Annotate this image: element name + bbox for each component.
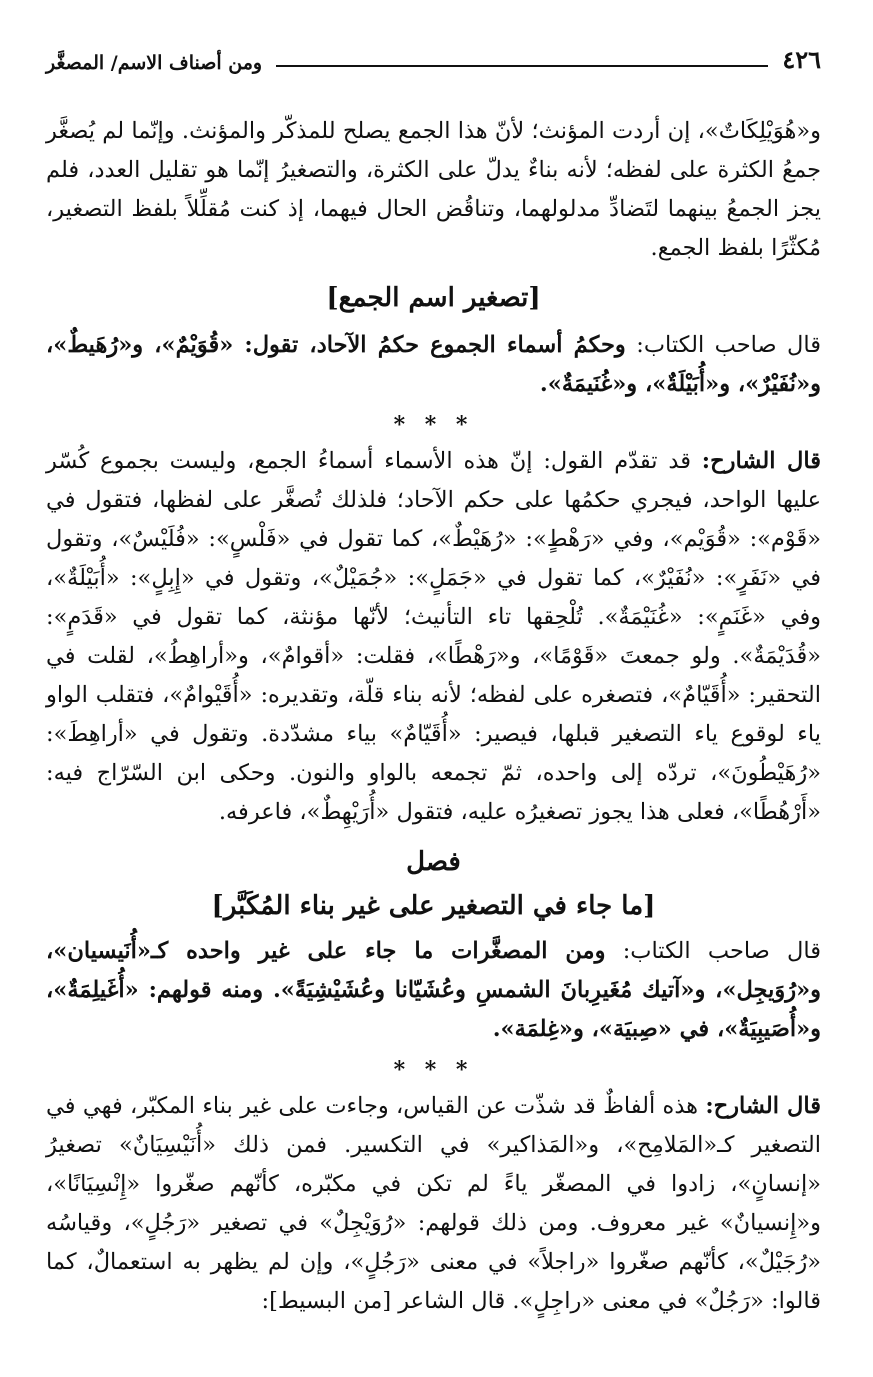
sharih-lead-1: قال الشارح:: [701, 448, 821, 474]
kitab-text-1: وحكمُ أسماء الجموع حكمُ الآحاد، تقول: «قُوَيْمٌ»، و«رُهَيطٌ»، و«نُفَيْرٌ»، و«أُبَيْلَةٌ»، و«غُنَيمَةٌ».: [46, 332, 821, 397]
kitab-lead-2: قال صاحب الكتاب:: [622, 938, 822, 964]
sharih-lead-2: قال الشارح:: [705, 1093, 821, 1119]
page-number: ٤٢٦: [782, 45, 821, 74]
running-head: [46, 40, 821, 74]
sharih-text-2: هذه ألفاظٌ قد شذّت عن القياس، وجاءت على غير بناء المكبّر، فهي في التصغير كـ«المَلامِح»، و«المَذاكير» في التكسير. فمن ذلك «أُنَيْسِيَانٌ» تصغيرُ «إنسانٍ»، زادوا في المصغّر ياءً لم تكن في مكبّره، كأنّهم صغّروا «إِنْسِيَانًا»، و«إِنسيانٌ» غير معروف. ومن ذلك قولهم: «رُوَيْجِلٌ» في تصغير «رَجُلٍ»، وقياسُه «رُجَيْلٌ»، كأنّهم صغّروا «راجلاً» في معنى «رَجُلٍ»، وإن لم يظهر به استعمالٌ، كما قالوا: «رَجُلٌ» في معنى «راجِلٍ». قال الشاعر [من البسيط]:: [46, 1093, 821, 1314]
running-title: ومن أصناف الاسم/ المصغَّر: [46, 52, 263, 74]
kitab-paragraph-1: [46, 326, 821, 404]
sharih-text-1: قد تقدّم القول: إنّ هذه الأسماء أسماءُ الجمع، وليست بجموع كُسّر عليها الواحد، فيجري حكمُها على حكم الآحاد؛ فلذلك تُصغَّر على لفظها، فتقول في «قَوْم»: «قُوَيْم»، وفي «رَهْطٍ»: «رُهَيْطٌ»، كما تقول في «فَلْسٍ»: «فُلَيْسٌ»، وتقول في «نَفَرٍ»: «نُفَيْرٌ»، كما تقول في «جَمَلٍ»: «جُمَيْلٌ»، وتقول في «إِبِلٍ»: «أُبَيْلَةٌ»، وفي «غَنَمٍ»: «غُنَيْمَةٌ». تُلْحِقها تاء التأنيث؛ لأنّها مؤنثة، كما تقول في «قَدَمٍ»: «قُدَيْمَةٌ». ولو جمعتَ «قَوْمًا»، و«رَهْطًا»، فقلت: «أقوامٌ»، و«أراهِطُ»، لقلت في التحقير: «أُقَيّامٌ»، فتصغره على لفظه؛ لأنه بناء قلّة، وتقديره: «أُقَيْوامٌ»، فتقلب الواو ياء لوقوع ياء التصغير قبلها، فيصير: «أُقَيّامٌ» بياء مشدّدة. وتقول في «أراهِطَ»: «رُهَيْطُونَ»، تردّه إلى واحده، ثمّ تجمعه بالواو والنون. وحكى ابن السّرّاج فيه: «أَرْهُطًا»، فعلى هذا يجوز تصغيرُه عليه، فتقول «أُرَيْهِطٌ»، فاعرفه.: [46, 448, 821, 825]
section-heading-tasgheer-ism-al-jam: [تصغير اسم الجمع]: [326, 283, 541, 313]
kitab-lead-1: قال صاحب الكتاب:: [636, 332, 822, 358]
header-rule: [276, 65, 768, 67]
sharih-paragraph-2: [46, 1087, 821, 1321]
chapter-heading-fasl: فصل: [406, 847, 461, 877]
sharih-paragraph-1: [46, 442, 821, 832]
section-divider-stars: * * *: [393, 412, 474, 438]
section-divider-stars-2: * * *: [393, 1057, 474, 1083]
kitab-paragraph-2: [46, 932, 821, 1049]
section-heading-ma-jaa: [ما جاء في التصغير على غير بناء المُكَبَّر]: [211, 891, 656, 921]
kitab-text-2: ومن المصغَّرات ما جاء على غير واحده كـ«أُنَيسيان»، و«رُوَيجِل»، و«آتيك مُغَيرِبانَ الشمسِ وعُشَيّانا وعُشَيْشِيَةً». ومنه قولهم: «أُغَيلِمَةٌ»، و«أُصَيبِيَةٌ»، في «صِبيَة»، و«غِلمَة».: [46, 938, 821, 1042]
intro-paragraph: و«هُوَيْلِكَاتٌ»، إن أردت المؤنث؛ لأنّ هذا الجمع يصلح للمذكّر والمؤنث. وإنّما لم يُصغَّر جمعُ الكثرة على لفظه؛ لأنه بناءٌ يدلّ على الكثرة، والتصغيرُ إنّما هو تقليل العدد، فلم يجز الجمعُ بينهما لتَضادِّ مدلولهما، وتناقُض الحال فيهما، إذ كنت مُقلِّلاً بلفظ التصغير، مُكثّرًا بلفظ الجمع.: [46, 118, 821, 261]
